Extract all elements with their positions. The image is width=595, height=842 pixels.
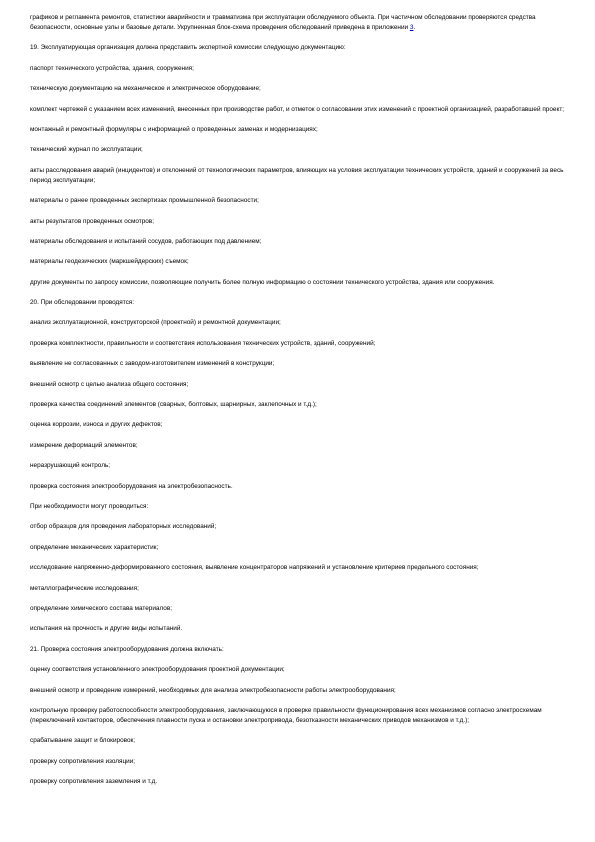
paragraph: акты расследования аварий (инцидентов) и отклонений от технологических параметров, влияющих на условия эксплуатации технических устройств, зданий и сооружений за весь период эксплуатации;	[30, 166, 564, 184]
paragraph: другие документы по запросу комиссии, позволяющие получить более полную информацию о состоянии технического устройства, здания или сооружения.	[30, 278, 495, 286]
paragraph: монтажный и ремонтный формуляры с информацией о проведенных заменах и модернизациях;	[30, 125, 318, 133]
paragraph: акты результатов проведенных осмотров;	[30, 217, 154, 225]
paragraph: 21. Проверка состояния электрооборудования должна включать:	[30, 645, 224, 653]
paragraph: металлографические исследования;	[30, 584, 139, 592]
paragraph: контрольную проверку работоспособности электрооборудования, заключающуюся в проверке правильности функционирования всех механизмов согласно электросхемам (переключений контакторов, обеспечения плавности пуска и остановки электропривода, безотказности механических приводов механизмов и т.д.);	[30, 706, 542, 724]
paragraph: материалы геодезических (маркшейдерских) съемок;	[30, 258, 189, 266]
paragraph: неразрушающий контроль;	[30, 462, 111, 470]
paragraph: оценку соответствия установленного электрооборудования проектной документации;	[30, 666, 285, 674]
paragraph: срабатывание защит и блокировок;	[30, 737, 136, 745]
paragraph: определение механических характеристик;	[30, 543, 159, 551]
paragraph-list	[30, 43, 565, 787]
intro-paragraph	[30, 13, 565, 33]
paragraph: внешний осмотр с целью анализа общего состояния;	[30, 380, 189, 388]
paragraph: анализ эксплуатационной, конструкторской (проектной) и ремонтной документации;	[30, 319, 281, 327]
paragraph: оценка коррозии, износа и других дефектов;	[30, 421, 163, 429]
paragraph: измерение деформаций элементов;	[30, 441, 138, 449]
paragraph: испытания на прочность и другие виды испытаний.	[30, 625, 183, 633]
paragraph: паспорт технического устройства, здания, сооружения;	[30, 64, 194, 72]
paragraph: материалы о ранее проведенных экспертизах промышленной безопасности;	[30, 197, 259, 205]
intro-end: .	[413, 24, 416, 31]
paragraph: комплект чертежей с указанием всех изменений, внесенных при производстве работ, и отметок о согласовании этих изменений с проектной организацией, разработавшей проект;	[30, 105, 565, 113]
paragraph: проверка качества соединений элементов (сварных, болтовых, шарнирных, заклепочных и т.д.);	[30, 401, 317, 409]
paragraph: техническую документацию на механическое и электрическое оборудование;	[30, 85, 261, 93]
intro-text: графиков и регламента ремонтов, статистики аварийности и травматизма при эксплуатации обследуемого объекта. При частичном обследовании проверяются средства безопасности, основные узлы и базовые детали. Укрупненная блок-схема проведения обследований приведена в приложении	[30, 14, 536, 31]
paragraph: определение химического состава материалов;	[30, 604, 173, 612]
paragraph: исследование напряженно-деформированного состояния, выявление концентраторов напряжений и установление критериев предельного состояния;	[30, 564, 479, 572]
paragraph: проверка комплектности, правильности и соответствия использования технических устройств, зданий, сооружений;	[30, 339, 376, 347]
paragraph: технический журнал по эксплуатации;	[30, 146, 143, 154]
paragraph: внешний осмотр и проведение измерений, необходимых для анализа электробезопасности работы электрооборудования;	[30, 686, 396, 694]
paragraph: материалы обследования и испытаний сосудов, работающих под давлением;	[30, 237, 262, 245]
paragraph: проверку сопротивления заземления и т.д.	[30, 778, 158, 786]
paragraph: отбор образцов для проведения лабораторных исследований;	[30, 523, 217, 531]
paragraph: проверка состояния электрооборудования на электробезопасность.	[30, 482, 233, 490]
paragraph: 20. При обследовании проводятся:	[30, 299, 135, 307]
paragraph: 19. Эксплуатирующая организация должна представить экспертной комиссии следующую документацию:	[30, 44, 346, 52]
paragraph: проверку сопротивления изоляции;	[30, 757, 136, 765]
paragraph: выявление не согласованных с заводом-изготовителем изменений в конструкции;	[30, 360, 275, 368]
appendix-link[interactable]: 3	[409, 24, 414, 31]
paragraph: При необходимости могут проводиться:	[30, 502, 149, 510]
